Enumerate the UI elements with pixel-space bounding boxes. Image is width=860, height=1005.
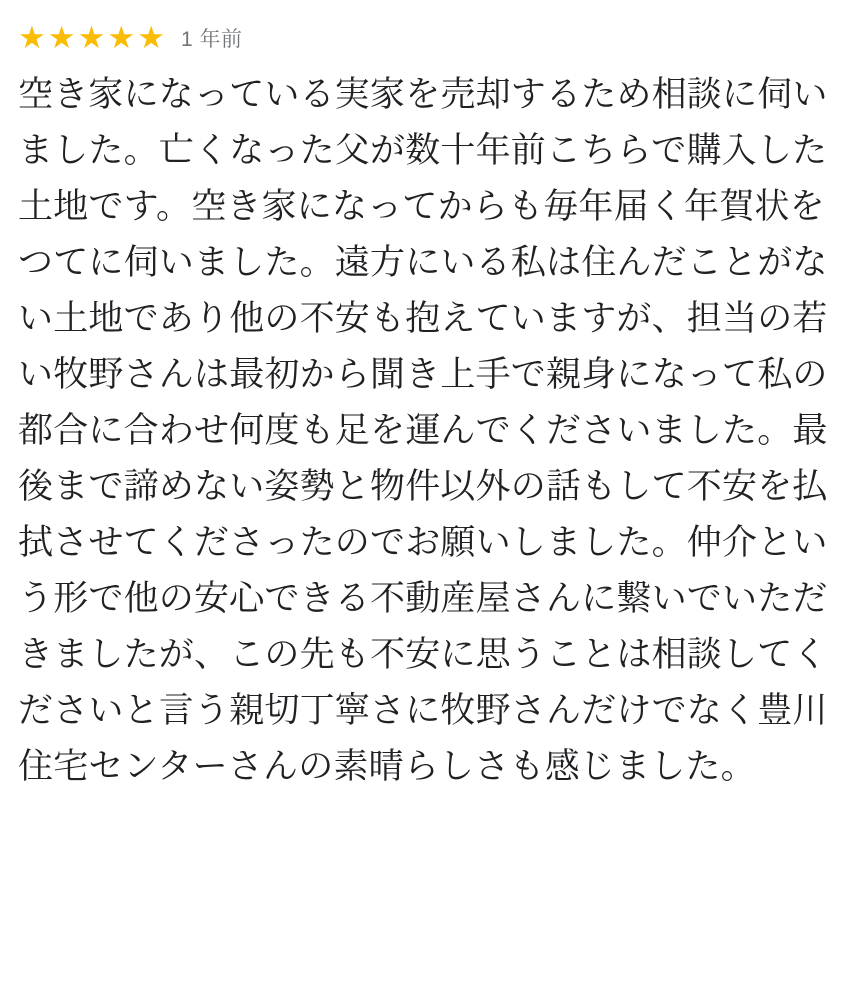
review-header	[18, 22, 842, 53]
star-icon-2: ★	[47, 20, 76, 55]
star-icon-5: ★	[137, 20, 165, 55]
star-icon-3: ★	[77, 20, 106, 55]
star-icon-1: ★	[18, 20, 46, 55]
star-icon-4: ★	[107, 20, 136, 55]
review-date: 1 年前	[180, 27, 243, 51]
review-text: 空き家になっている実家を売却するため相談に伺いました。亡くなった父が数十年前こちらで購入した土地です。空き家になってからも毎年届く年賀状をつてに伺いました。遠方にいる私は住んだことがない土地であり他の不安も抱えていますが、担当の若い牧野さんは最初から聞き上手で親身になって私の都合に合わせ何度も足を運んでくださいました。最後まで諦めない姿勢と物件以外の話もして不安を払拭させてくださったのでお願いしました。仲介という形で他の安心できる不動産屋さんに繋いでいただきましたが、この先も不安に思うことは相談してくださいと言う親切丁寧さに牧野さんだけでなく豊川住宅センターさんの素晴らしさも感じました。	[18, 75, 828, 786]
star-rating	[18, 22, 165, 53]
